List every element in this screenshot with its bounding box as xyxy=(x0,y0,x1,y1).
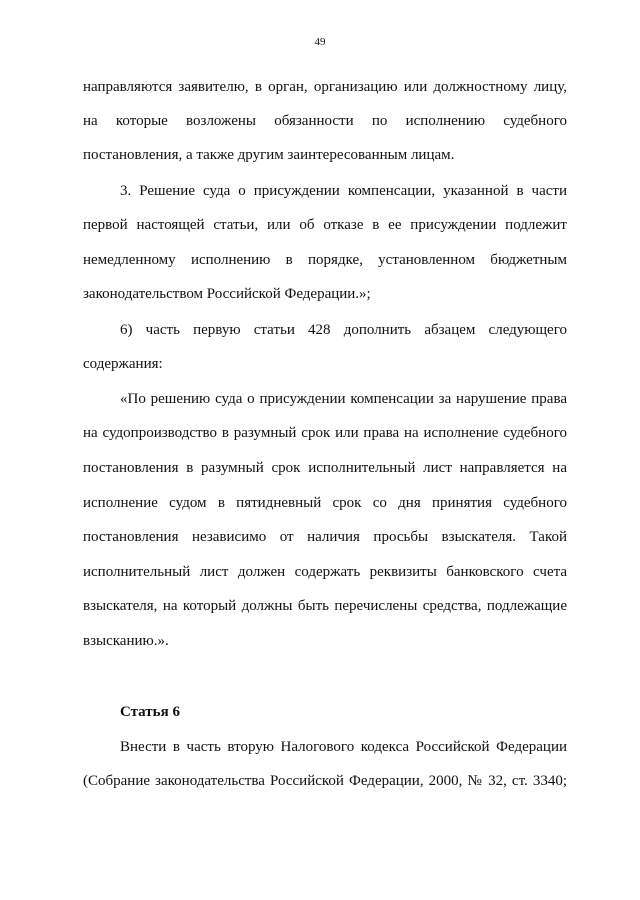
text-line: на которые возложены обязанности по исполнению судебного xyxy=(83,113,567,129)
text-line: содержания: xyxy=(83,356,163,372)
text-line: исполнительный лист должен содержать реквизиты банковского счета xyxy=(83,564,567,580)
text-line: взыскателя, на который должны быть перечислены средства, подлежащие xyxy=(83,598,567,614)
text-line: направляются заявителю, в орган, организацию или должностному лицу, xyxy=(83,79,567,95)
article-heading: Статья 6 xyxy=(120,704,180,720)
text-line: «По решению суда о присуждении компенсации за нарушение права xyxy=(120,391,567,407)
text-line: Внести в часть вторую Налогового кодекса Российской Федерации xyxy=(120,739,567,755)
text-line: постановления, а также другим заинтересованным лицам. xyxy=(83,147,455,163)
text-line: первой настоящей статьи, или об отказе в ее присуждении подлежит xyxy=(83,217,567,233)
text-line: постановления в разумный срок исполнительный лист направляется на xyxy=(83,460,567,476)
text-line: исполнение судом в пятидневный срок со дня принятия судебного xyxy=(83,495,567,511)
text-line: немедленному исполнению в порядке, установленном бюджетным xyxy=(83,252,567,268)
text-line: 6) часть первую статьи 428 дополнить абзацем следующего xyxy=(120,322,567,338)
page-number: 49 xyxy=(314,36,326,48)
text-line: на судопроизводство в разумный срок или права на исполнение судебного xyxy=(83,425,567,441)
text-line: взысканию.». xyxy=(83,633,169,649)
text-line: 3. Решение суда о присуждении компенсации, указанной в части xyxy=(120,183,567,199)
text-line: законодательством Российской Федерации.»; xyxy=(83,286,371,302)
text-line: (Собрание законодательства Российской Федерации, 2000, № 32, ст. 3340; xyxy=(83,773,567,789)
text-line: постановления независимо от наличия просьбы взыскателя. Такой xyxy=(83,529,567,545)
